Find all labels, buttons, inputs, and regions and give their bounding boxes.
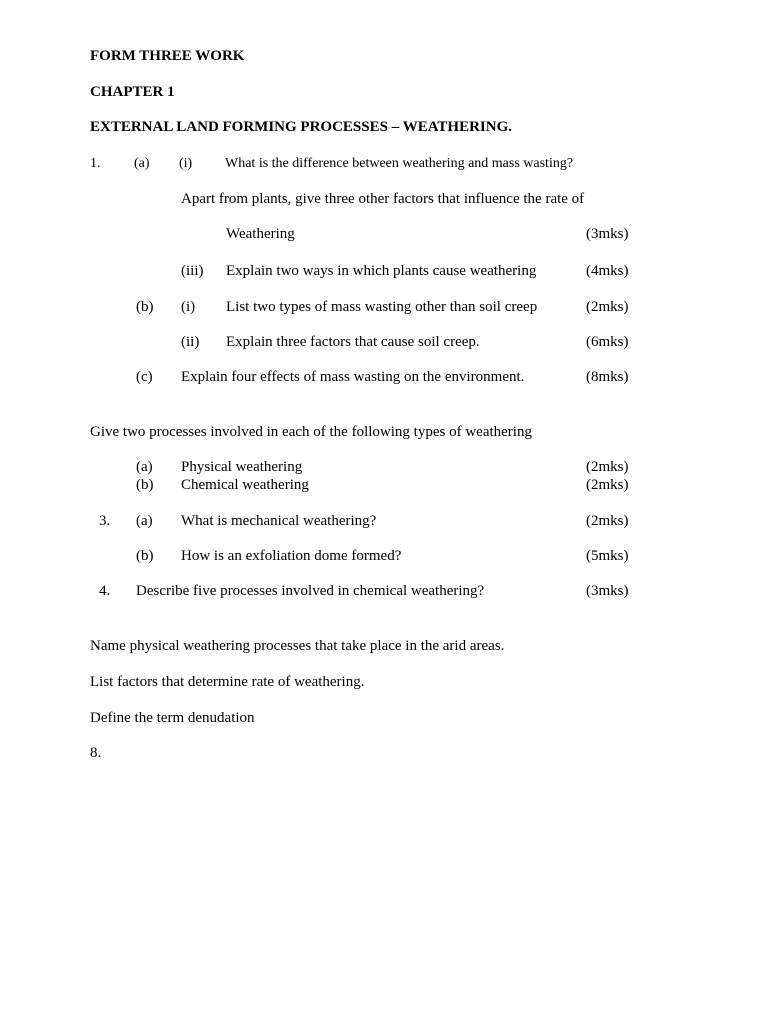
- question-4-text: Describe five processes involved in chemical weathering?: [136, 583, 485, 599]
- question-2a-text: Physical weathering: [181, 459, 303, 475]
- question-1b-ii-marks: (6mks): [586, 334, 629, 350]
- question-6-text: List factors that determine rate of weathering.: [90, 674, 365, 690]
- chapter-heading: CHAPTER 1: [90, 84, 175, 100]
- question-5-text: Name physical weathering processes that take place in the arid areas.: [90, 638, 505, 654]
- question-1a-ii-text-continued: Weathering: [226, 226, 295, 242]
- question-4-marks: (3mks): [586, 583, 629, 599]
- question-1b-i-marks: (2mks): [586, 299, 629, 315]
- question-2a-label: (a): [136, 459, 153, 475]
- question-1c-label: (c): [136, 369, 153, 385]
- question-1b-ii-label: (ii): [181, 334, 200, 350]
- question-2b-marks: (2mks): [586, 477, 629, 493]
- question-3b-text: How is an exfoliation dome formed?: [181, 548, 402, 564]
- question-3b-marks: (5mks): [586, 548, 629, 564]
- question-1b-i-text: List two types of mass wasting other than soil creep: [226, 299, 538, 315]
- question-1a-i-text: What is the difference between weathering and mass wasting?: [225, 156, 574, 171]
- question-2b-text: Chemical weathering: [181, 477, 309, 493]
- question-7-text: Define the term denudation: [90, 710, 255, 726]
- question-1b-i-label: (i): [181, 299, 196, 315]
- question-1-number: 1.: [90, 156, 101, 171]
- question-1a-ii-marks: (3mks): [586, 226, 629, 242]
- question-1a-label: (a): [134, 156, 150, 171]
- question-8-number: 8.: [90, 745, 102, 761]
- topic-heading: EXTERNAL LAND FORMING PROCESSES – WEATHERING.: [90, 119, 513, 135]
- question-1c-text: Explain four effects of mass wasting on the environment.: [181, 369, 525, 385]
- question-1a-i-label: (i): [179, 156, 193, 171]
- question-1a-ii-text: Apart from plants, give three other factors that influence the rate of: [181, 191, 585, 207]
- question-3a-label: (a): [136, 513, 153, 529]
- question-1a-iii-label: (iii): [181, 263, 204, 279]
- question-1b-ii-text: Explain three factors that cause soil creep.: [226, 334, 480, 350]
- question-3a-marks: (2mks): [586, 513, 629, 529]
- question-1c-marks: (8mks): [586, 369, 629, 385]
- question-3-number: 3.: [99, 513, 111, 529]
- form-heading: FORM THREE WORK: [90, 48, 245, 64]
- question-2b-label: (b): [136, 477, 154, 493]
- question-1a-iii-marks: (4mks): [586, 263, 629, 279]
- question-2-text: Give two processes involved in each of the following types of weathering: [90, 424, 532, 440]
- question-4-number: 4.: [99, 583, 111, 599]
- question-1a-iii-text: Explain two ways in which plants cause weathering: [226, 263, 537, 279]
- question-3b-label: (b): [136, 548, 154, 564]
- question-3a-text: What is mechanical weathering?: [181, 513, 377, 529]
- question-1b-label: (b): [136, 299, 154, 315]
- question-2a-marks: (2mks): [586, 459, 629, 475]
